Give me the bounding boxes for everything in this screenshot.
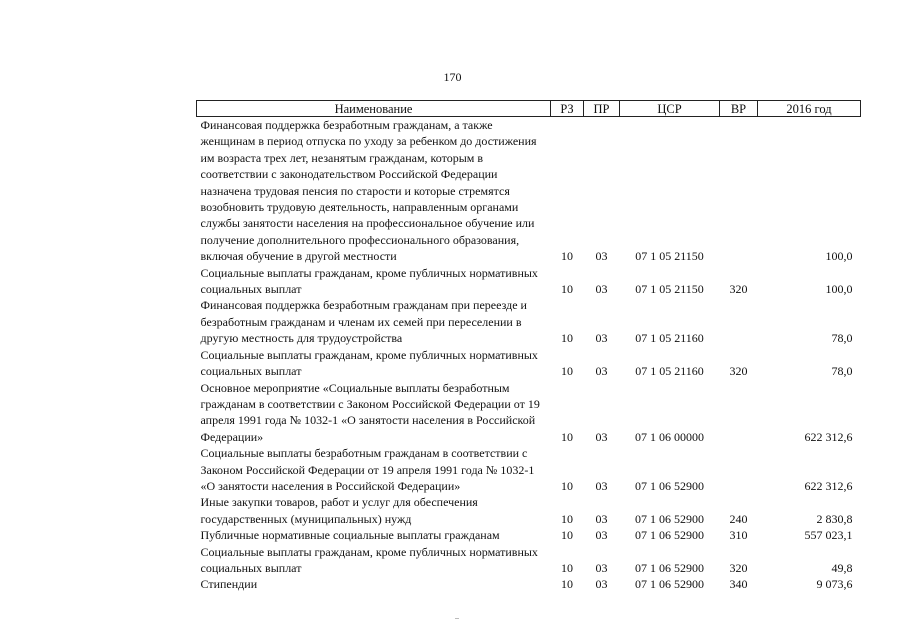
cell-vr: 320 <box>729 282 748 297</box>
budget-table <box>196 100 861 593</box>
cell-name: Публичные нормативные социальные выплаты гражданам <box>200 528 500 543</box>
cell-csr: 07 1 05 21150 <box>635 282 704 297</box>
cell-vr: 240 <box>729 511 748 526</box>
header-name: Наименование <box>197 101 551 117</box>
cell-rz: 10 <box>561 577 573 592</box>
header-vr: ВР <box>720 101 758 117</box>
cell-pr: 03 <box>595 577 608 592</box>
cell-rz: 10 <box>561 282 573 297</box>
cell-pr: 03 <box>595 249 608 264</box>
header-year: 2016 год <box>758 101 861 117</box>
table-row <box>197 527 861 543</box>
cell-csr: 07 1 06 52900 <box>635 511 704 526</box>
cell-name: Финансовая поддержка безработным гражданам, а также женщинам в период отпуска по уходу за ребенком до достижения им возраста трех лет, незанятым гражданам, которым в соответствии с законодательством Российской Федерации назначена трудовая пенсия по старости и которые стремятся возобновить трудовую деятельность, направленным органами службы занятости населения на профессиональное обучение или получение дополнительного профессионального образования, включая обучение в другой местности <box>200 118 537 264</box>
cell-amount: 100,0 <box>825 249 853 264</box>
cell-amount: 2 830,8 <box>816 511 853 526</box>
page-number: 170 <box>443 70 462 84</box>
cell-pr: 03 <box>595 528 608 543</box>
cell-rz: 10 <box>561 560 573 575</box>
cell-csr: 07 1 05 21160 <box>635 331 704 346</box>
cell-amount: 100,0 <box>825 282 853 297</box>
cell-rz: 10 <box>561 511 573 526</box>
table-body <box>197 117 861 593</box>
cell-rz: 10 <box>561 249 573 264</box>
cell-pr: 03 <box>595 429 608 444</box>
cell-rz: 10 <box>561 429 573 444</box>
cell-vr: 340 <box>729 577 748 592</box>
cell-pr: 03 <box>595 282 608 297</box>
cell-pr: 03 <box>595 364 608 379</box>
cell-amount: 49,8 <box>831 560 853 575</box>
header-csr: ЦСР <box>620 101 720 117</box>
cell-name: Социальные выплаты безработным гражданам в соответствии с Законом Российской Федерации от 19 апреля 1991 года № 1032-1 «О занятости населения в Российской Федерации» <box>200 446 535 493</box>
cell-rz: 10 <box>561 478 573 493</box>
cell-csr: 07 1 06 52900 <box>635 577 704 592</box>
cell-name: Социальные выплаты гражданам, кроме публичных нормативных социальных выплат <box>200 347 538 379</box>
table-row <box>197 576 861 592</box>
cell-name: Социальные выплаты гражданам, кроме публичных нормативных социальных выплат <box>200 265 538 297</box>
cell-amount: 622 312,6 <box>804 429 853 444</box>
cell-csr: 07 1 05 21150 <box>635 249 704 264</box>
cell-vr: 320 <box>729 364 748 379</box>
header-pr: ПР <box>584 101 620 117</box>
cell-name: Финансовая поддержка безработным гражданам при переезде и безработным гражданам и членам их семей при переселении в другую местность для трудоустройства <box>200 298 527 346</box>
cell-pr: 03 <box>595 511 608 526</box>
table-row <box>197 297 861 346</box>
cell-pr: 03 <box>595 478 608 493</box>
table-row <box>197 117 861 265</box>
cell-vr <box>720 380 758 446</box>
table-row <box>197 544 861 577</box>
cell-vr: 320 <box>729 560 748 575</box>
table-row <box>197 445 861 494</box>
cell-rz: 10 <box>561 364 573 379</box>
table-row <box>197 265 861 298</box>
cell-csr: 07 1 05 21160 <box>635 364 704 379</box>
header-rz: РЗ <box>551 101 584 117</box>
table-row <box>197 494 861 527</box>
cell-csr: 07 1 06 52900 <box>635 478 704 493</box>
scan-mark <box>455 618 459 619</box>
cell-amount: 622 312,6 <box>804 478 853 493</box>
cell-vr <box>720 117 758 265</box>
cell-vr <box>720 297 758 346</box>
cell-name: Социальные выплаты гражданам, кроме публичных нормативных социальных выплат <box>200 544 538 575</box>
cell-pr: 03 <box>595 331 608 346</box>
cell-name: Стипендии <box>200 577 258 592</box>
cell-vr <box>720 445 758 494</box>
header-row <box>197 101 861 117</box>
cell-name: Основное мероприятие «Социальные выплаты безработным гражданам в соответствии с Законом Российской Федерации от 19 апреля 1991 года № 1032-1 «О занятости населения в Российской Федерации» <box>200 380 540 444</box>
table-header <box>197 101 861 117</box>
cell-csr: 07 1 06 52900 <box>635 560 704 575</box>
cell-csr: 07 1 06 52900 <box>635 528 704 543</box>
table-row <box>197 347 861 380</box>
cell-vr: 310 <box>729 528 748 543</box>
cell-pr: 03 <box>595 560 608 575</box>
cell-name: Иные закупки товаров, работ и услуг для обеспечения государственных (муниципальных) нужд <box>200 495 478 526</box>
budget-table-container <box>196 100 860 593</box>
cell-amount: 78,0 <box>831 331 853 346</box>
cell-amount: 9 073,6 <box>816 577 853 592</box>
cell-rz: 10 <box>561 528 573 543</box>
cell-csr: 07 1 06 00000 <box>635 429 704 444</box>
cell-rz: 10 <box>561 331 573 346</box>
table-row <box>197 380 861 446</box>
cell-amount: 78,0 <box>831 364 853 379</box>
cell-amount: 557 023,1 <box>804 528 853 543</box>
